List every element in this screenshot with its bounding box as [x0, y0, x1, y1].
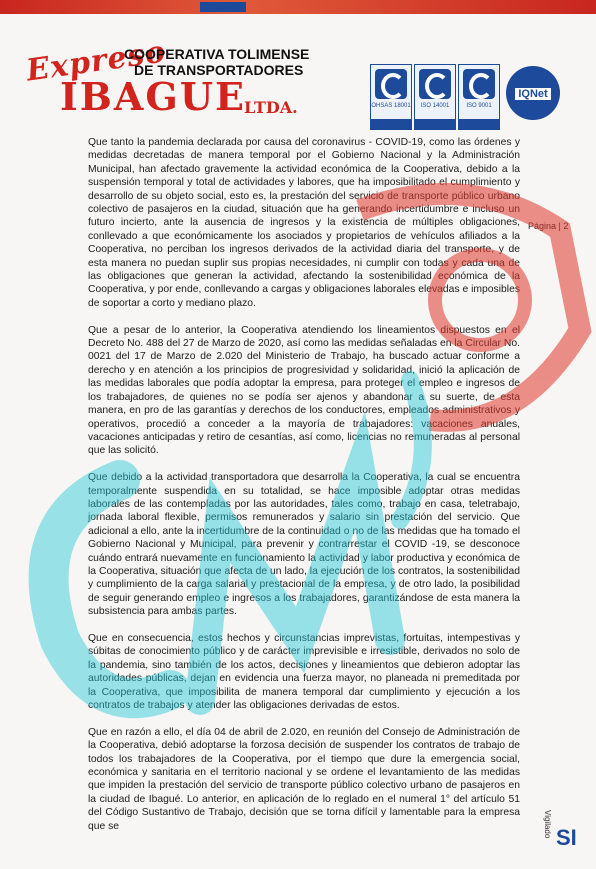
letterhead: [0, 14, 596, 124]
paragraph: Que a pesar de lo anterior, la Cooperativa atendiendo los lineamientos dispuestos en el Decreto No. 488 del 27 de Marzo de 2020, así como las medidas señaladas en la Circular No. 0021 del 17 de Marzo de 2.020 del Ministerio de Trabajo, ha buscado actuar conforme a derecho y en atención a los principios de progresividad y solidaridad, inició la aplicación de las medidas laborales que podía adoptar la empresa, para proteger el empleo e ingresos de los trabajadores, de quienes no se podía ser ajenos y abandonar a su suerte, de esta manera, en pro de las garantías y derechos de los conductores, empleados administrativos y operativos, procedió a conceder a la mayoría de trabajadores: vacaciones anuales, vacaciones anticipadas y retiro de cesantías, así como, licencias no remuneradas al personal que las solicitó.: [88, 324, 520, 457]
cert-label: OHSAS 18001: [371, 103, 411, 109]
paragraph: Que tanto la pandemia declarada por causa del coronavirus - COVID-19, como las órdenes y medidas decretadas de manera temporal por el Gobierno Nacional y la Administración Municipal, han afectado gravemente la actividad económica de la Cooperativa, debido a la suspensión temporal y total de actividades y labores, que ha imposibilitado el cumplimiento y desarrollo de su objeto social, esto es, la prestación del servicio de transporte público urbano colectivo de pasajeros en la ciudad, situación que ha generando incertidumbre e incluso un futuro incierto, ante la ausencia de ingresos y la existencia de múltiples obligaciones, conllevado a que económicamente los asociados y propietarios de vehículos afiliados a la Cooperativa, no perciban los ingresos derivados de la actividad diaria del transporte, y de esta manera no puedan suplir sus propias necesidades, ni cumplir con todas y cada una de las obligaciones que generan la actividad, afectando la sostenibilidad económica de la Cooperativa, y por ende, conllevando a cargas y obligaciones laborales elevadas e imposibles de soportar a corto y mediano plazo.: [88, 137, 520, 309]
cert-badge-ohsas: [370, 64, 412, 130]
cert-badge-iso9001: [458, 64, 500, 130]
icontec-icon: [375, 69, 407, 99]
logo-ltda: LTDA.: [244, 98, 298, 117]
top-stripe-tab: [200, 2, 246, 12]
logo-expreso: Expreso: [24, 34, 169, 89]
cert-label: ISO 9001: [466, 103, 492, 109]
page-number: Página | 2: [528, 221, 569, 231]
iqnet-logo: IQNet: [506, 66, 560, 120]
icontec-icon: [419, 69, 451, 99]
paragraph: Que en consecuencia, estos hechos y circunstancias imprevistas, fortuitas, intempestivas y súbitas de conocimiento público y de carácter imprevisible e irresistible, derivados no solo de la pandemia, sino también de los actos, decisiones y lineamientos que debieron adoptar las autoridades públicas, dejan en evidencia una fuerza mayor, no planeada ni premeditada por la Cooperativa, que imposibilita de manera temporal dar cumplimiento y ejecución a los contratos de trabajos y atender las obligaciones derivadas de estos.: [88, 632, 520, 712]
cert-band: [415, 119, 455, 129]
paragraph: Que debido a la actividad transportadora que desarrolla la Cooperativa, la cual se encuentra temporalmente suspendida en su totalidad, se hace imposible adoptar otras medidas laborales de las contempladas por las autoridades, tales como, trabajo en casa, teletrabajo, jornada laboral flexible, permisos remunerados y salario sin prestación del servicio. Que adicional a ello, ante la incertidumbre de la continuidad o no de las medidas que ha tomado el Gobierno Nacional y Municipal, para prevenir y contrarrestar el COVID -19, se desconoce cuándo entrará nuevamente en funcionamiento la actividad y labor productiva y económica de la Cooperativa, situación que afecta de un lado, la ejecución de los contratos, la sostenibilidad y cumplimiento de la carga salarial y prestacional de la empresa, y de otro lado, la posibilidad de seguir generando empleo e ingresos a los trabajadores, garantizándose de esta manera la subsistencia para ambas partes.: [88, 472, 520, 618]
vigilado-badge: [543, 780, 584, 860]
supertransporte-logo: SI: [556, 825, 577, 850]
vigilado-text: Vigilado: [543, 810, 552, 839]
top-color-stripe: [0, 0, 596, 14]
cert-band: [459, 119, 499, 129]
coop-line-1: COOPERATIVA TOLIMENSE: [124, 46, 310, 62]
icontec-icon: [463, 69, 495, 99]
cert-band: [371, 119, 411, 129]
cert-badge-iso14001: [414, 64, 456, 130]
document-body: [88, 136, 520, 846]
cert-label: ISO 14001: [420, 103, 450, 109]
coop-line-2: DE TRANSPORTADORES: [134, 62, 304, 78]
paragraph: Que en razón a ello, el día 04 de abril de 2.020, en reunión del Consejo de Administración de la Cooperativa, debió adoptarse la forzosa decisión de suspender los contratos de trabajo de todos los trabajadores de la Cooperativa, por el tiempo que dure la emergencia social, económica y sanitaria en el territorio nacional y se ordene el levantamiento de las medidas que impiden la prestación del servicio de transporte público colectivo urbano de pasajeros en la ciudad de Ibagué. Lo anterior, en aplicación de lo reglado en el numeral 1° del artículo 51 del Código Sustantivo de Trabajo, decisión que se torna difícil y lamentable para la empresa que se: [88, 726, 520, 832]
logo-ibague: IBAGUE: [60, 74, 246, 119]
